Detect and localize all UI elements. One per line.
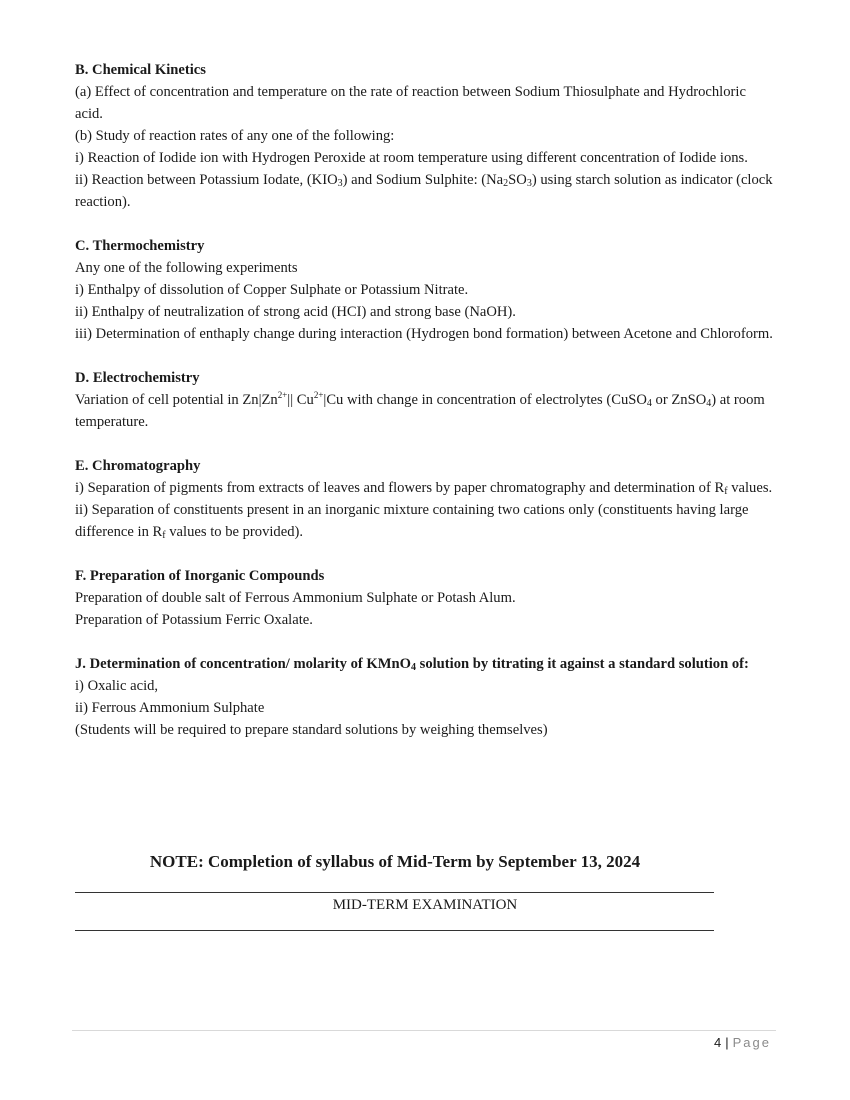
section-titration xyxy=(75,653,775,741)
text-fragment: ) using starch solution as indicator (clock reaction). xyxy=(75,172,773,210)
page-label: Page xyxy=(732,1035,771,1050)
list-item: i) Reaction of Iodide ion with Hydrogen Peroxide at room temperature using different concentration of Iodide ions. xyxy=(75,150,748,166)
section-heading xyxy=(75,653,775,675)
list-item: (b) Study of reaction rates of any one of the following: xyxy=(75,128,395,144)
list-item: ii) Ferrous Ammonium Sulphate xyxy=(75,700,265,716)
list-item xyxy=(75,499,775,543)
list-item xyxy=(75,389,775,433)
subscript: 4 xyxy=(706,398,712,409)
text-fragment: or ZnSO xyxy=(651,392,707,408)
list-item: ii) Enthalpy of neutralization of strong acid (HCI) and strong base (NaOH). xyxy=(75,304,516,320)
completion-note: NOTE: Completion of syllabus of Mid-Term by September 13, 2024 xyxy=(149,852,641,871)
superscript: 2+ xyxy=(277,390,288,400)
text-fragment: ii) Reaction between Potassium Iodate, (KIO xyxy=(75,172,338,188)
list-item: (a) Effect of concentration and temperature on the rate of reaction between Sodium Thiosulphate and Hydrochloric acid. xyxy=(75,84,746,122)
section-heading: B. Chemical Kinetics xyxy=(75,62,206,78)
subscript: 4 xyxy=(646,398,652,409)
list-item: i) Oxalic acid, xyxy=(75,678,159,694)
section-chromatography xyxy=(75,455,775,543)
superscript: 2+ xyxy=(313,390,324,400)
list-item: (Students will be required to prepare standard solutions by weighing themselves) xyxy=(75,722,548,738)
subscript: 4 xyxy=(411,662,416,673)
text-fragment: solution by titrating it against a standard solution of: xyxy=(416,656,749,672)
exam-title: MID-TERM EXAMINATION xyxy=(332,897,518,913)
list-item: Any one of the following experiments xyxy=(75,260,298,276)
list-item: Preparation of Potassium Ferric Oxalate. xyxy=(75,612,313,628)
list-item: Preparation of double salt of Ferrous Ammonium Sulphate or Potash Alum. xyxy=(75,590,516,606)
divider xyxy=(75,892,714,893)
text-fragment: Variation of cell potential in Zn|Zn xyxy=(75,392,278,408)
text-fragment: |Cu with change in concentration of electrolytes (CuSO xyxy=(323,392,647,408)
text-fragment: ) at room temperature. xyxy=(75,392,765,430)
text-fragment: values to be provided). xyxy=(165,524,303,540)
section-heading: D. Electrochemistry xyxy=(75,370,200,386)
page-footer xyxy=(714,1034,771,1052)
section-thermochemistry xyxy=(75,235,775,345)
text-fragment: ) and Sodium Sulphite: (Na xyxy=(342,172,504,188)
page-number: 4 xyxy=(714,1035,722,1050)
list-item: i) Enthalpy of dissolution of Copper Sulphate or Potassium Nitrate. xyxy=(75,282,469,298)
section-chemical-kinetics xyxy=(75,59,775,213)
list-item xyxy=(75,477,775,499)
section-heading: F. Preparation of Inorganic Compounds xyxy=(75,568,325,584)
subscript: 3 xyxy=(526,178,532,189)
section-heading: C. Thermochemistry xyxy=(75,238,205,254)
footer-separator: | xyxy=(725,1035,729,1050)
list-item: iii) Determination of enthaply change during interaction (Hydrogen bond formation) between Acetone and Chloroform. xyxy=(75,326,773,342)
section-inorganic-compounds xyxy=(75,565,775,631)
text-fragment: J. Determination of concentration/ molarity of KMnO xyxy=(75,656,411,672)
text-fragment: SO xyxy=(508,172,527,188)
section-electrochemistry xyxy=(75,367,775,433)
section-heading: E. Chromatography xyxy=(75,458,201,474)
divider xyxy=(75,930,714,931)
footer-divider xyxy=(72,1030,776,1031)
list-item xyxy=(75,169,775,213)
subscript: 3 xyxy=(337,178,343,189)
text-fragment: || Cu xyxy=(287,392,314,408)
subscript: 2 xyxy=(503,178,509,189)
text-fragment: ii) Separation of constituents present in an inorganic mixture containing two cations only (constituents having large difference in R xyxy=(75,502,749,540)
subscript: f xyxy=(724,486,728,497)
text-fragment: values. xyxy=(727,480,773,496)
text-fragment: i) Separation of pigments from extracts of leaves and flowers by paper chromatography and determination of R xyxy=(75,480,725,496)
syllabus-content xyxy=(75,59,775,763)
subscript: f xyxy=(162,530,166,541)
